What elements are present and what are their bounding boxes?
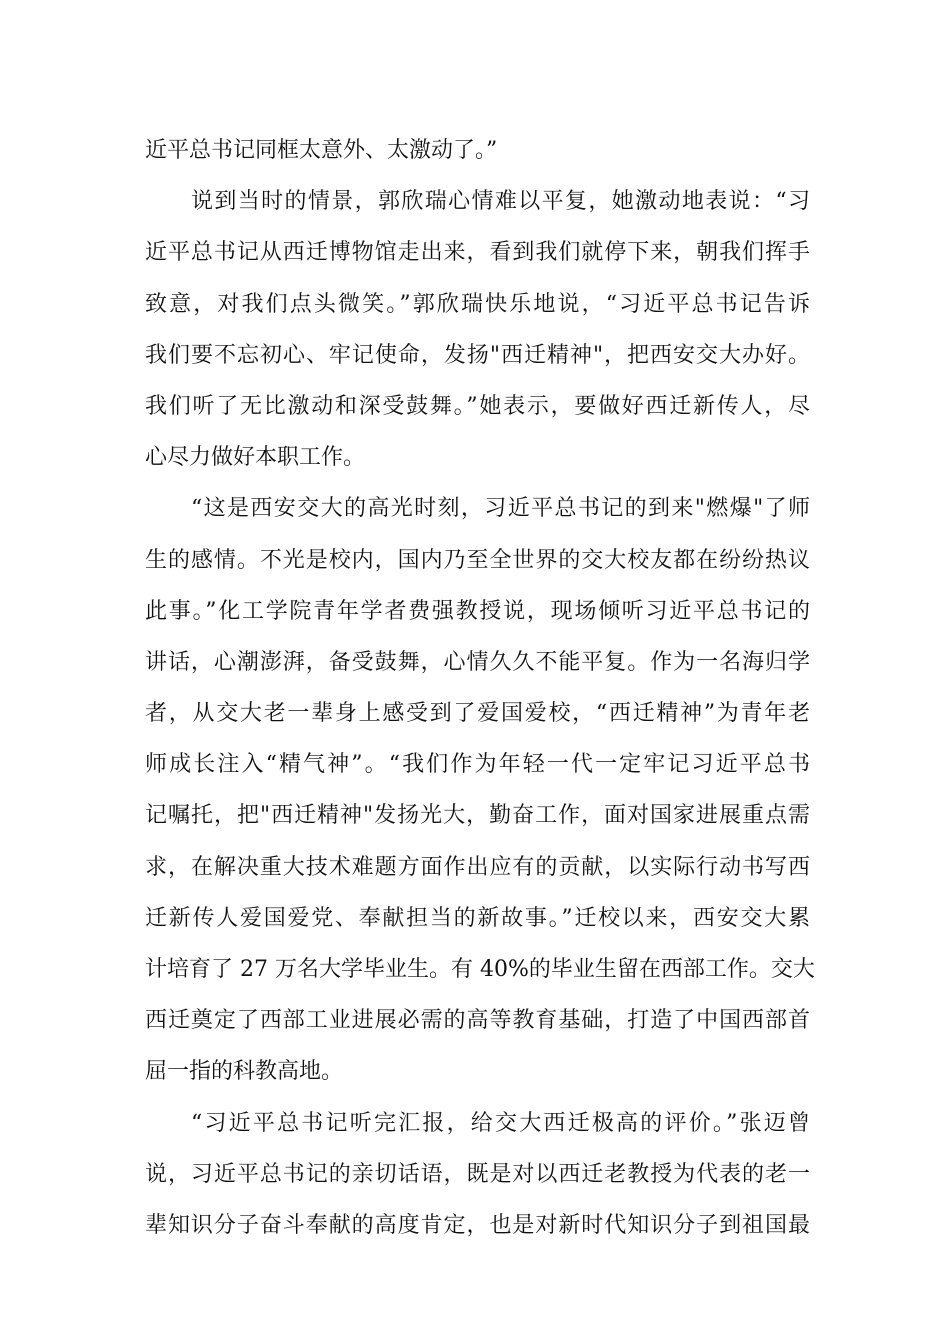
text-line: 屈一指的科教高地。 <box>145 1059 344 1085</box>
text-line: 近平总书记从西迁博物馆走出来，看到我们就停下来，朝我们挥手 <box>145 240 810 266</box>
paragraph <box>145 1098 810 1252</box>
text-line: 师成长注入“精气神”。“我们作为年轻一代一定牢记习近平总书 <box>145 752 810 778</box>
paragraph <box>145 483 815 1097</box>
text-line: 我们听了无比激动和深受鼓舞。”她表示，要做好西迁新传人，尽 <box>145 393 810 419</box>
text-line: 说到当时的情景，郭欣瑞心情难以平复，她激动地表说：“习 <box>191 189 810 215</box>
text-line: 此事。”化工学院青年学者费强教授说，现场倾听习近平总书记的 <box>145 598 810 624</box>
text-line: 迁新传人爱国爱党、奉献担当的新故事。”迁校以来，西安交大累 <box>145 905 810 931</box>
text-line: 西迁奠定了西部工业进展必需的高等教育基础，打造了中国西部首 <box>145 1008 810 1034</box>
text-line: 计培育了 27 万名大学毕业生。有 40%的毕业生留在西部工作。交大 <box>145 957 815 982</box>
text-line: 讲话，心潮澎湃，备受鼓舞，心情久久不能平复。作为一名海归学 <box>145 649 810 675</box>
text-line: 求，在解决重大技术难题方面作出应有的贡献，以实际行动书写西 <box>145 854 810 880</box>
text-line: 心尽力做好本职工作。 <box>145 445 366 471</box>
text-line: “习近平总书记听完汇报，给交大西迁极高的评价。”张迈曾 <box>191 1110 810 1136</box>
text-line: 近平总书记同框太意外、太激动了。” <box>145 138 498 163</box>
paragraph <box>145 125 810 176</box>
text-line: 生的感情。不光是校内，国内乃至全世界的交大校友都在纷纷热议 <box>145 547 810 573</box>
text-line: 说，习近平总书记的亲切话语，既是对以西迁老教授为代表的老一 <box>145 1161 810 1187</box>
text-line: 致意，对我们点头微笑。”郭欣瑞快乐地说，“习近平总书记告诉 <box>145 291 810 317</box>
text-line: 辈知识分子奋斗奉献的高度肯定，也是对新时代知识分子到祖国最 <box>145 1212 810 1238</box>
text-line: 者，从交大老一辈身上感受到了爱国爱校，“西迁精神”为青年老 <box>145 701 810 727</box>
text-line: 记嘱托，把"西迁精神"发扬光大，勤奋工作，面对国家进展重点需 <box>145 803 810 829</box>
paragraph <box>145 176 810 483</box>
text-line: “这是西安交大的高光时刻，习近平总书记的到来"燃爆"了师 <box>191 496 810 522</box>
text-line: 我们要不忘初心、牢记使命，发扬"西迁精神"，把西安交大办好。 <box>145 342 810 368</box>
body-text <box>145 125 815 1251</box>
